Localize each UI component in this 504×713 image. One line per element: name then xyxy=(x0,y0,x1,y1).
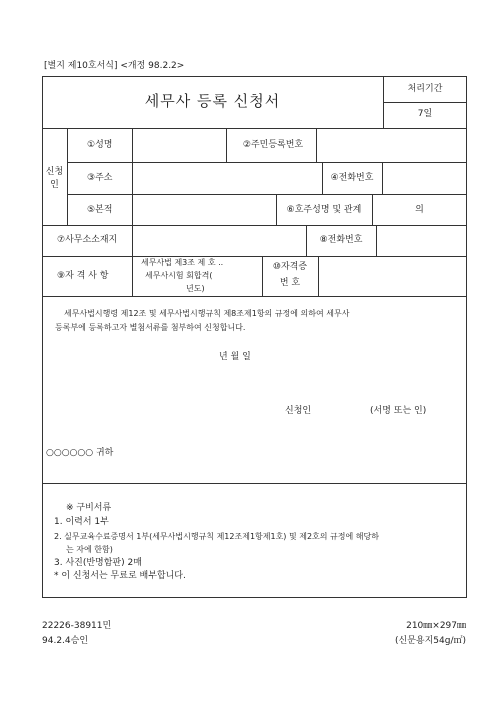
statement-line-1: 세무사법시행령 제12조 및 세무사법시행규칙 제8조제1항의 규정에 의하여 세무사 xyxy=(64,309,350,318)
divider xyxy=(42,296,467,297)
processing-period-value: 7일 xyxy=(417,109,433,119)
footer-size: 210㎜×297㎜ xyxy=(406,621,466,631)
qualification-detail-3: 년도) xyxy=(186,284,205,293)
office-location-label: ⑦사무소소재지 xyxy=(57,235,118,245)
docs-item-1: 1. 이력서 1부 xyxy=(54,517,109,527)
address-field[interactable] xyxy=(133,163,321,193)
date-line: 년 월 일 xyxy=(219,352,251,362)
footer-approved: 94.2.4승인 xyxy=(42,636,89,646)
docs-note: * 이 신청서는 무료로 배부합니다. xyxy=(54,571,186,581)
form-title: 세무사 등록 신청서 xyxy=(144,92,281,110)
phone-field[interactable] xyxy=(383,163,466,193)
name-field[interactable] xyxy=(133,129,225,161)
divider xyxy=(383,76,384,128)
cert-number-label-2: 번 호 xyxy=(279,278,301,288)
qualification-label: ⑨자 격 사 항 xyxy=(57,271,109,281)
divider xyxy=(262,256,263,296)
household-head-suffix: 의 xyxy=(415,205,424,215)
cert-number-label-1: ⑩자격증 xyxy=(272,262,308,272)
divider xyxy=(383,102,467,103)
qualification-detail-2: 세무사시험 회합격( xyxy=(145,271,213,280)
qualification-detail-1: 세무사법 제3조 제 호 .. xyxy=(141,258,224,267)
name-label: ①성명 xyxy=(87,140,113,150)
divider xyxy=(226,128,227,162)
address-label: ③주소 xyxy=(87,173,113,183)
docs-item-2-line-2: 는 자에 한함) xyxy=(66,545,113,554)
applicant-label: 신청인 xyxy=(45,167,64,190)
processing-period-label: 처리기간 xyxy=(407,84,443,94)
docs-item-2-line-1: 2. 실무교육수료증명서 1부(세무사법시행규칙 제12조제1항제1호) 및 제2호의 규정에 해당하 xyxy=(54,532,379,541)
resident-number-label: ②주민등록번호 xyxy=(242,140,304,150)
statement-line-2: 등록부에 등록하고자 별첨서류를 첨부하여 신청합니다. xyxy=(55,323,246,332)
signature-hint: (서명 또는 인) xyxy=(370,406,427,416)
domicile-field[interactable] xyxy=(133,195,275,224)
office-phone-label: ⑧전화번호 xyxy=(319,235,363,245)
docs-item-3: 3. 사진(반명함판) 2매 xyxy=(54,558,142,568)
footer-code: 22226-38911민 xyxy=(42,621,112,631)
resident-number-field[interactable] xyxy=(317,129,466,161)
phone-label: ④전화번호 xyxy=(330,173,374,183)
office-phone-field[interactable] xyxy=(377,226,466,255)
docs-heading: ※ 구비서류 xyxy=(66,503,112,513)
form-code: [별지 제10호서식] <개정 98.2.2> xyxy=(44,61,185,71)
domicile-label: ⑤본적 xyxy=(87,205,113,215)
cert-number-field[interactable] xyxy=(319,257,466,295)
household-head-label: ⑥호주성명 및 관계 xyxy=(286,205,362,215)
divider xyxy=(67,128,68,225)
applicant-sign-label: 신청인 xyxy=(285,406,312,416)
office-location-field[interactable] xyxy=(133,226,305,255)
recipient: ○○○○○○ 귀하 xyxy=(46,448,114,458)
footer-paper: (신문용지54g/㎡) xyxy=(395,636,466,646)
divider xyxy=(42,483,467,484)
